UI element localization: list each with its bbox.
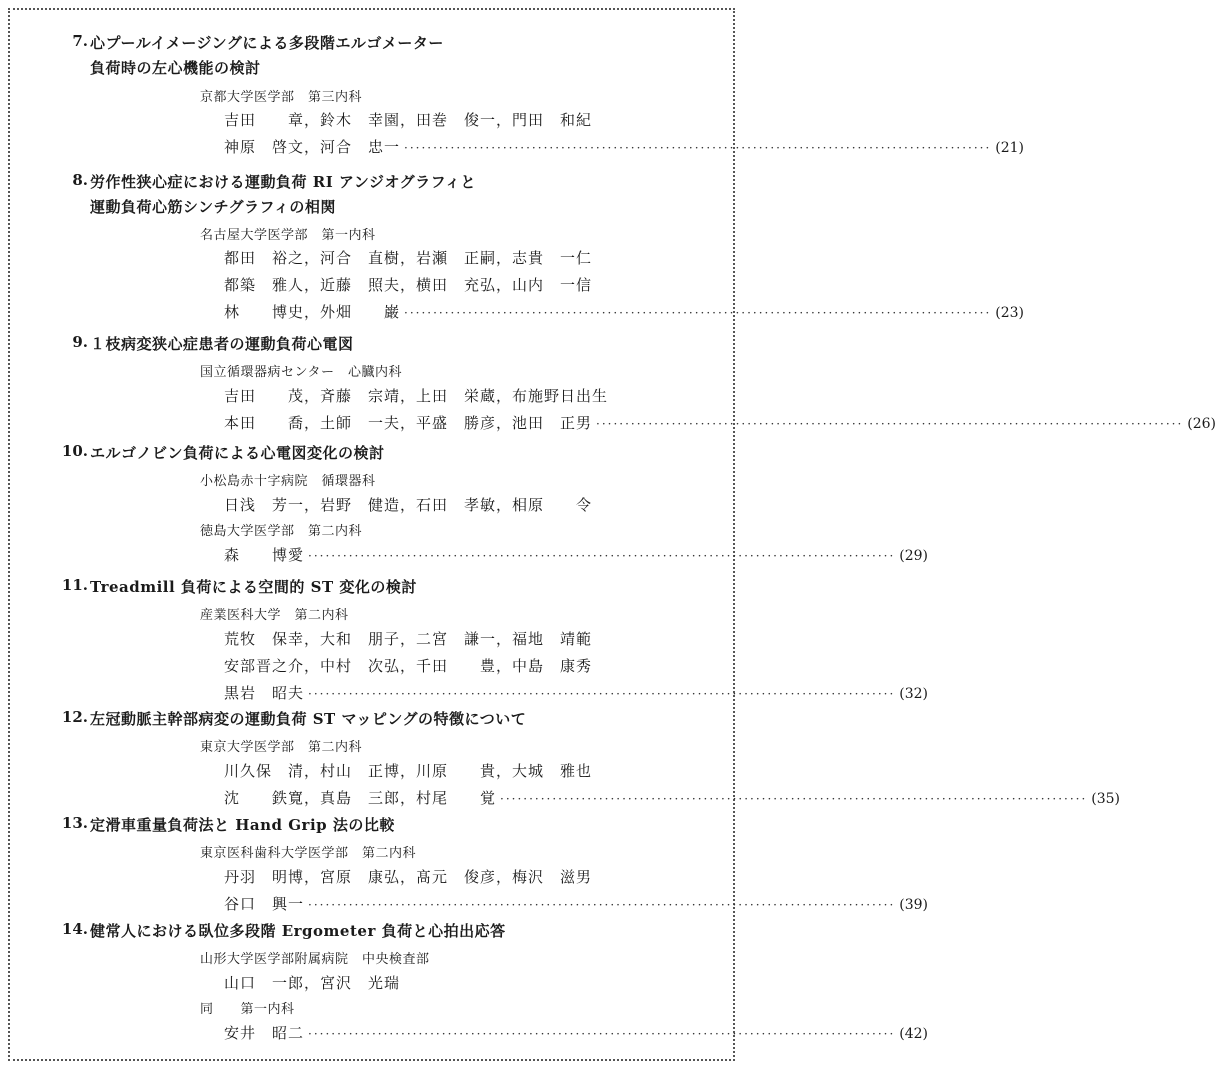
authors: 本田 喬，土師 一夫，平盛 勝彦，池田 正男 (224, 414, 593, 432)
institution: 徳島大学医学部 第二内科 (200, 524, 363, 539)
institution: 東京医科歯科大学医学部 第二内科 (200, 846, 417, 861)
entry-title: エルゴノビン負荷による心電図変化の検討 (90, 444, 385, 462)
dot-leader: ····································································································· (308, 1027, 896, 1041)
entry-title: 定滑車重量負荷法と Hand Grip 法の比較 (90, 816, 395, 834)
authors: 山口 一郎，宮沢 光瑞 (224, 974, 401, 992)
authors: 神原 啓文，河合 忠一 (224, 138, 401, 156)
page-number: (23) (995, 305, 1025, 321)
last-author-line (224, 136, 1025, 157)
authors: 川久保 清，村山 正博，川原 貴，大城 雅也 (224, 762, 593, 780)
authors: 日浅 芳一，岩野 健造，石田 孝敏，相原 令 (224, 496, 593, 514)
dot-leader: ····································································································· (404, 141, 992, 155)
entry-number: 8. (72, 171, 88, 189)
page-number: (42) (899, 1026, 929, 1042)
last-author-line (224, 544, 929, 565)
entry-number: 9. (72, 333, 88, 351)
institution: 名古屋大学医学部 第一内科 (200, 228, 376, 243)
entry-number: 11. (61, 576, 88, 594)
entry-number: 7. (72, 32, 88, 50)
institution: 産業医科大学 第二内科 (200, 608, 349, 623)
entry-title: 運動負荷心筋シンチグラフィの相関 (90, 198, 336, 216)
entry-number: 13. (61, 814, 88, 832)
page-number: (32) (899, 686, 929, 702)
authors: 都築 雅人，近藤 照夫，横田 充弘，山内 一信 (224, 276, 593, 294)
institution: 国立循環器病センター 心臓内科 (200, 365, 402, 380)
entry-title: 負荷時の左心機能の検討 (90, 59, 261, 77)
entry-title: 心プールイメージングによる多段階エルゴメーター (90, 34, 444, 52)
entry-title: 左冠動脈主幹部病変の運動負荷 ST マッピングの特徴について (90, 710, 527, 728)
last-author-line (224, 301, 1025, 322)
entry-title: １枝病変狭心症患者の運動負荷心電図 (90, 335, 354, 353)
authors: 黒岩 昭夫 (224, 684, 305, 702)
entry-title: 労作性狭心症における運動負荷 RI アンジオグラフィと (90, 173, 476, 191)
page-number: (39) (899, 897, 929, 913)
entry-title: 健常人における臥位多段階 Ergometer 負荷と心拍出応答 (90, 922, 506, 940)
document-page (8, 8, 1216, 1061)
dot-leader: ····································································································· (500, 792, 1088, 806)
institution: 東京大学医学部 第二内科 (200, 740, 363, 755)
institution: 京都大学医学部 第三内科 (200, 90, 363, 105)
last-author-line (224, 682, 929, 703)
authors: 林 博史，外畑 巌 (224, 303, 401, 321)
authors: 丹羽 明博，宮原 康弘，髙元 俊彦，梅沢 滋男 (224, 868, 593, 886)
dot-leader: ····································································································· (308, 687, 896, 701)
page-number: (21) (995, 140, 1025, 156)
authors: 吉田 章，鈴木 幸園，田巻 俊一，門田 和紀 (224, 111, 593, 129)
page-number: (26) (1187, 416, 1216, 432)
page-number: (35) (1091, 791, 1121, 807)
page-number: (29) (899, 548, 929, 564)
authors: 安部晋之介，中村 次弘，千田 豊，中島 康秀 (224, 657, 593, 675)
entry-number: 10. (61, 442, 88, 460)
entry-number: 14. (61, 920, 88, 938)
dot-leader: ····································································································· (596, 417, 1184, 431)
institution: 小松島赤十字病院 循環器科 (200, 474, 376, 489)
authors: 谷口 興一 (224, 895, 305, 913)
dot-leader: ····································································································· (404, 306, 992, 320)
last-author-line (224, 893, 929, 914)
authors: 沈 鉄寛，真島 三郎，村尾 覚 (224, 789, 497, 807)
dot-leader: ····································································································· (308, 549, 896, 563)
last-author-line (224, 412, 1216, 433)
entry-number: 12. (61, 708, 88, 726)
authors: 吉田 茂，斉藤 宗靖，上田 栄蔵，布施野日出生 (224, 387, 609, 405)
institution: 山形大学医学部附属病院 中央検査部 (200, 952, 430, 967)
dot-leader: ····································································································· (308, 898, 896, 912)
authors: 森 博愛 (224, 546, 305, 564)
last-author-line (224, 1022, 929, 1043)
authors: 荒牧 保幸，大和 朋子，二宮 謙一，福地 靖範 (224, 630, 593, 648)
institution: 同 第一内科 (200, 1002, 295, 1017)
authors: 都田 裕之，河合 直樹，岩瀬 正嗣，志貴 一仁 (224, 249, 593, 267)
last-author-line (224, 787, 1121, 808)
entry-title: Treadmill 負荷による空間的 ST 変化の検討 (90, 578, 417, 596)
authors: 安井 昭二 (224, 1024, 305, 1042)
